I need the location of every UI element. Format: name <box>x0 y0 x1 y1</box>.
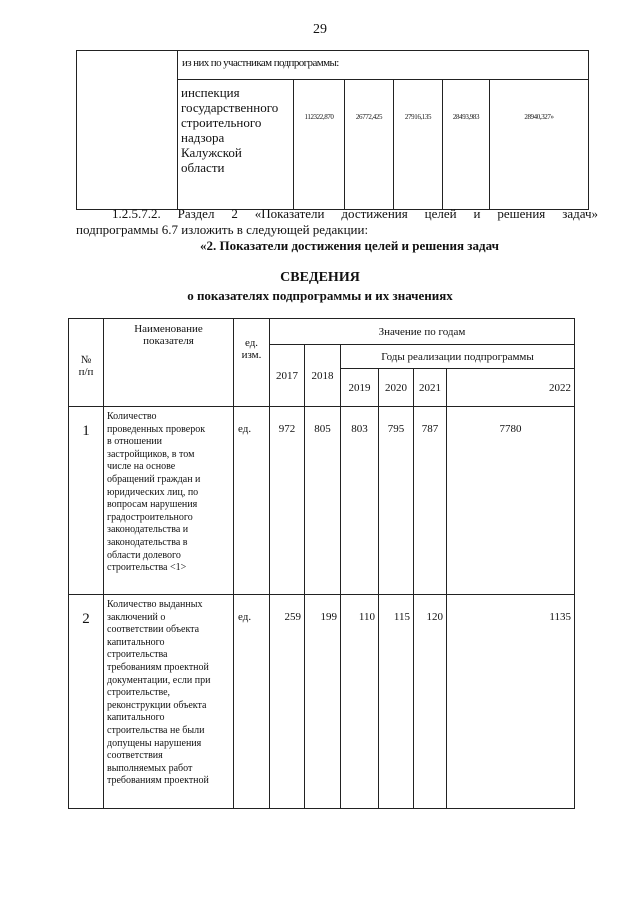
header-year: 2017 <box>270 345 305 407</box>
name-line: строительства не были <box>107 724 205 736</box>
row-num: 1 <box>69 407 104 595</box>
org-line: области <box>181 160 225 175</box>
indicators-table <box>68 318 575 809</box>
row-value: 972 <box>270 407 305 595</box>
row-unit: ед. <box>234 595 270 809</box>
name-line: соответствии объекта <box>107 624 200 636</box>
name-line: реконструкции объекта <box>107 699 207 711</box>
section-title: «2. Показатели достижения целей и решения задач <box>200 238 499 253</box>
name-line: Количество выданных <box>107 599 203 610</box>
header-values-by-year: Значение по годам <box>270 319 575 345</box>
row-value: 110 <box>341 595 379 809</box>
amendment-paragraph <box>76 206 598 238</box>
row-value: 805 <box>305 407 341 595</box>
org-line: надзора <box>181 130 225 145</box>
row-value: 115 <box>379 595 414 809</box>
name-line: юридических лиц, по <box>107 486 199 498</box>
name-line: капитального <box>107 636 165 648</box>
header-name <box>104 319 234 407</box>
name-line: градостроительного <box>107 511 193 523</box>
name-line: проведенных проверок <box>107 423 206 435</box>
header-num-label: № п/п <box>78 353 94 378</box>
name-line: в отношении <box>107 436 163 448</box>
row-value: 120 <box>414 595 447 809</box>
row-value: 199 <box>305 595 341 809</box>
table-row <box>69 407 575 595</box>
heading-subtitle: о показателях подпрограммы и их значениях <box>187 288 453 303</box>
name-line: капитального <box>107 712 165 724</box>
top-table-value: 112322,870 <box>294 80 345 210</box>
row-value: 795 <box>379 407 414 595</box>
name-line: требованиям проектной <box>107 661 209 673</box>
top-table-org-name <box>178 80 294 210</box>
header-unit-label: ед. изм. <box>241 337 262 361</box>
header-year: 2022 <box>447 369 575 407</box>
name-line: заключений о <box>107 611 166 623</box>
table-row <box>69 595 575 809</box>
name-line: выполняемых работ <box>107 762 193 774</box>
name-line: вопросам нарушения <box>107 499 198 511</box>
top-table-value: 28493,983 <box>443 80 490 210</box>
name-line: допущены нарушения <box>107 737 202 749</box>
name-line: области долевого <box>107 549 181 561</box>
paragraph-line: подпрограммы 6.7 изложить в следующей редакции: <box>76 222 369 237</box>
paragraph-line: 1.2.5.7.2. Раздел 2 «Показатели достижения целей и решения задач» <box>112 206 598 221</box>
org-line: строительного <box>181 115 262 130</box>
name-line: документации, если при <box>107 674 211 686</box>
row-value: 7780 <box>447 407 575 595</box>
header-name-label: Наименование показателя <box>134 323 203 347</box>
row-value: 803 <box>341 407 379 595</box>
row-value: 1135 <box>447 595 575 809</box>
top-table-value: 26772,425 <box>345 80 394 210</box>
header-unit <box>234 319 270 407</box>
name-line: законодательства и <box>107 524 189 536</box>
row-value: 787 <box>414 407 447 595</box>
top-table-value: 28940,327» <box>490 80 589 210</box>
row-value: 259 <box>270 595 305 809</box>
org-line: Калужской <box>181 145 242 160</box>
name-line: требованиям проектной <box>107 775 209 787</box>
top-table <box>76 50 589 210</box>
top-table-empty-cell <box>77 51 178 210</box>
name-line: строительства <box>107 649 168 661</box>
header-year: 2019 <box>341 369 379 407</box>
header-impl-years: Годы реализации подпрограммы <box>341 345 575 369</box>
top-table-value: 27916,135 <box>394 80 443 210</box>
name-line: законодательства в <box>107 536 188 548</box>
header-year: 2018 <box>305 345 341 407</box>
header-year: 2021 <box>414 369 447 407</box>
row-num: 2 <box>69 595 104 809</box>
name-line: застройщиков, в том <box>107 448 195 460</box>
top-table-subheader: из них по участникам подпрограммы: <box>178 51 589 80</box>
name-line: соответствия <box>107 750 163 762</box>
row-name <box>104 407 234 595</box>
row-name <box>104 595 234 809</box>
org-line: инспекция <box>181 85 240 100</box>
heading-title: СВЕДЕНИЯ <box>280 270 360 285</box>
page-number: 29 <box>313 22 327 37</box>
name-line: строительстве, <box>107 687 171 699</box>
name-line: числе на основе <box>107 461 176 473</box>
name-line: строительства <1> <box>107 562 187 574</box>
org-line: государственного <box>181 100 279 115</box>
header-num <box>69 319 104 407</box>
header-year: 2020 <box>379 369 414 407</box>
row-unit: ед. <box>234 407 270 595</box>
name-line: обращений граждан и <box>107 473 201 485</box>
name-line: Количество <box>107 411 157 422</box>
